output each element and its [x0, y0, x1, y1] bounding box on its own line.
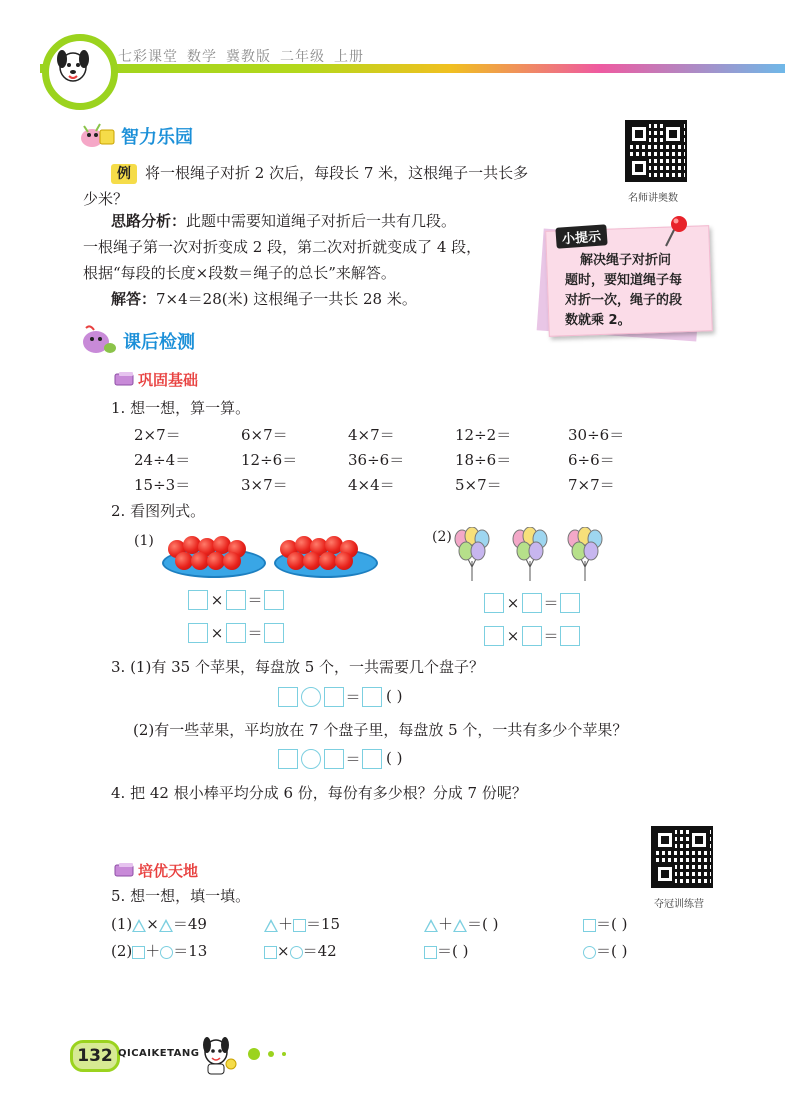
answer-blank[interactable]: ＝( )	[437, 942, 469, 960]
q5-row2-eq1	[111, 941, 207, 961]
result: ＝49	[172, 915, 207, 933]
operator-circle[interactable]	[301, 749, 321, 769]
balloon-bunch-icon	[510, 527, 550, 583]
q1-r1-c2: 6×7＝	[241, 426, 288, 444]
q5-row2-eq3	[424, 941, 468, 961]
qr-caption-teacher: 名师讲奥数	[628, 193, 678, 204]
q1-r1-c3: 4×7＝	[348, 426, 395, 444]
q5-row1-eq1	[111, 914, 207, 934]
dog-mascot-icon	[198, 1034, 238, 1078]
kehou-title: 课后检测	[123, 332, 195, 353]
q2-part1-label: (1)	[134, 533, 154, 549]
op: ＋	[145, 942, 161, 960]
op: ＋	[278, 915, 294, 933]
tip-line-3: 对折一次，绳子的段	[565, 293, 683, 308]
square-icon	[264, 946, 277, 959]
answer-box[interactable]	[264, 623, 284, 643]
answer-blank[interactable]: ＝( )	[596, 915, 628, 933]
triangle-icon	[132, 919, 146, 932]
answer-box[interactable]	[324, 687, 344, 707]
q1-r1-c4: 12÷2＝	[455, 426, 512, 444]
balloon-bunch-icon	[452, 527, 492, 583]
q2-part2-label: (2)	[432, 529, 452, 545]
q5-title: 5. 想一想，填一填。	[111, 887, 251, 905]
pushpin-icon	[661, 214, 691, 248]
circle-icon	[290, 946, 303, 959]
triangle-icon	[424, 919, 438, 932]
answer-text: 7×4＝28(米) 这根绳子一共长 28 米。	[156, 290, 417, 308]
answer-blank[interactable]: ＝( )	[596, 942, 628, 960]
q5-row2-eq4	[583, 941, 627, 961]
answer-box[interactable]	[560, 626, 580, 646]
answer-box[interactable]	[278, 687, 298, 707]
edition: 冀教版	[226, 49, 271, 65]
q2-title: 2. 看图列式。	[111, 502, 206, 520]
square-icon	[293, 919, 306, 932]
answer-label: 解答：	[111, 290, 157, 308]
q3-part1: 3. (1)有 35 个苹果，每盘放 5 个，一共需要几个盘子？	[111, 658, 485, 676]
q1-r3-c4: 5×7＝	[455, 476, 502, 494]
zhili-title: 智力乐园	[121, 127, 193, 148]
equals-sign: ＝	[543, 627, 559, 645]
header-title	[118, 46, 373, 66]
result: ＝42	[302, 942, 337, 960]
q1-r2-c2: 12÷6＝	[241, 451, 298, 469]
q3-part2: (2)有一些苹果，平均放在 7 个盘子里，每盘放 5 个，一共有多少个苹果？	[133, 721, 628, 739]
footer-dot	[248, 1048, 260, 1060]
triangle-icon	[159, 919, 173, 932]
equals-sign: ＝	[345, 688, 361, 706]
answer-box[interactable]	[226, 623, 246, 643]
q1-r1-c1: 2×7＝	[134, 426, 181, 444]
answer-box[interactable]	[188, 623, 208, 643]
analysis-line-2: 一根绳子第一次对折变成 2 段，第二次对折就变成了 4 段，	[83, 238, 482, 256]
q2-part2-eq2	[484, 625, 580, 646]
answer-box[interactable]	[362, 687, 382, 707]
example-line-1	[111, 163, 528, 184]
q5-row1-eq4	[583, 914, 627, 934]
q1-r3-c5: 7×7＝	[568, 476, 615, 494]
triangle-icon	[264, 919, 278, 932]
result: ＝15	[306, 915, 341, 933]
answer-box[interactable]	[226, 590, 246, 610]
q1-r2-c1: 24÷4＝	[134, 451, 191, 469]
subject: 数学	[187, 49, 217, 65]
unit-paren: ( )	[386, 749, 403, 767]
q1-r3-c1: 15÷3＝	[134, 476, 191, 494]
example-line-2: 少米？	[83, 190, 129, 208]
q2-part1-eq1	[188, 589, 284, 610]
tip-line-4: 数就乘 2。	[565, 313, 631, 328]
example-text-1: 将一根绳子对折 2 次后，每段长 7 米，这根绳子一共长多	[145, 164, 529, 182]
equals-sign: ＝	[543, 594, 559, 612]
peiyou-title: 培优天地	[138, 862, 199, 880]
row2-label: (2)	[111, 942, 133, 960]
answer-box[interactable]	[264, 590, 284, 610]
answer-blank[interactable]: ＝( )	[467, 915, 499, 933]
row1-label: (1)	[111, 915, 133, 933]
q1-r1-c5: 30÷6＝	[568, 426, 625, 444]
answer-box[interactable]	[522, 593, 542, 613]
answer-box[interactable]	[188, 590, 208, 610]
answer-box[interactable]	[324, 749, 344, 769]
apple	[223, 552, 241, 570]
peiyou-section-icon	[114, 862, 136, 878]
times-sign: ×	[506, 626, 520, 645]
triangle-icon	[453, 919, 467, 932]
tip-line-1: 解决绳子对折问	[580, 253, 672, 268]
op: ×	[277, 942, 290, 960]
series-name: 七彩课堂	[118, 49, 178, 65]
q1-r2-c3: 36÷6＝	[348, 451, 405, 469]
square-icon	[132, 946, 145, 959]
volume: 上册	[334, 49, 364, 65]
qr-code-training[interactable]	[651, 826, 713, 888]
q5-row1-eq3	[424, 914, 499, 934]
q2-part2-eq1	[484, 592, 580, 613]
times-sign: ×	[210, 590, 224, 609]
q1-r3-c2: 3×7＝	[241, 476, 288, 494]
kehou-section-icon	[78, 322, 118, 356]
apple	[335, 552, 353, 570]
equals-sign: ＝	[247, 591, 263, 609]
q5-row2-eq2	[264, 941, 337, 961]
analysis-text-1: 此题中需要知道绳子对折后一共有几段。	[186, 212, 457, 230]
qr-code-teacher[interactable]	[625, 120, 687, 182]
q5-row1-eq2	[264, 914, 340, 934]
footer-dot	[268, 1051, 274, 1057]
gonggu-section-icon	[114, 371, 136, 387]
answer-box[interactable]	[560, 593, 580, 613]
op: ＋	[438, 915, 454, 933]
answer-box[interactable]	[484, 626, 504, 646]
dog-mascot-icon	[49, 41, 97, 89]
result: ＝13	[173, 942, 208, 960]
grade: 二年级	[280, 49, 325, 65]
footer-dot	[282, 1052, 286, 1056]
q1-r3-c3: 4×4＝	[348, 476, 395, 494]
q2-part1-eq2	[188, 622, 284, 643]
square-icon	[424, 946, 437, 959]
op: ×	[146, 915, 159, 933]
q3-part2-eq	[278, 748, 402, 769]
qr-caption-training: 夺冠训练营	[654, 899, 704, 910]
answer-box[interactable]	[522, 626, 542, 646]
q1-title: 1. 想一想，算一算。	[111, 399, 251, 417]
answer-box[interactable]	[278, 749, 298, 769]
square-icon	[583, 919, 596, 932]
equals-sign: ＝	[345, 750, 361, 768]
operator-circle[interactable]	[301, 687, 321, 707]
q1-r2-c5: 6÷6＝	[568, 451, 615, 469]
q4: 4. 把 42 根小棒平均分成 6 份，每份有多少根？分成 7 份呢？	[111, 784, 527, 802]
tip-line-2: 题时，要知道绳子每	[565, 273, 683, 288]
balloon-bunch-icon	[565, 527, 605, 583]
equals-sign: ＝	[247, 624, 263, 642]
page-number: 132	[70, 1040, 120, 1072]
analysis-line-3: 根据“每段的长度×段数＝绳子的总长”来解答。	[83, 264, 396, 282]
gonggu-title: 巩固基础	[138, 371, 199, 389]
tip-label: 小提示	[555, 224, 607, 249]
unit-paren: ( )	[386, 687, 403, 705]
footer-brand: QICAIKETANG	[118, 1048, 200, 1059]
circle-icon	[583, 946, 596, 959]
answer-box[interactable]	[362, 749, 382, 769]
analysis-line-1	[111, 211, 456, 231]
q1-r2-c4: 18÷6＝	[455, 451, 512, 469]
answer-line	[111, 289, 417, 309]
times-sign: ×	[506, 593, 520, 612]
header-mascot-ring	[42, 34, 118, 110]
q3-part1-eq	[278, 686, 402, 707]
answer-box[interactable]	[484, 593, 504, 613]
zhili-section-icon	[78, 120, 116, 150]
times-sign: ×	[210, 623, 224, 642]
example-tag: 例	[111, 164, 137, 184]
analysis-label: 思路分析：	[111, 212, 187, 230]
circle-icon	[160, 946, 173, 959]
